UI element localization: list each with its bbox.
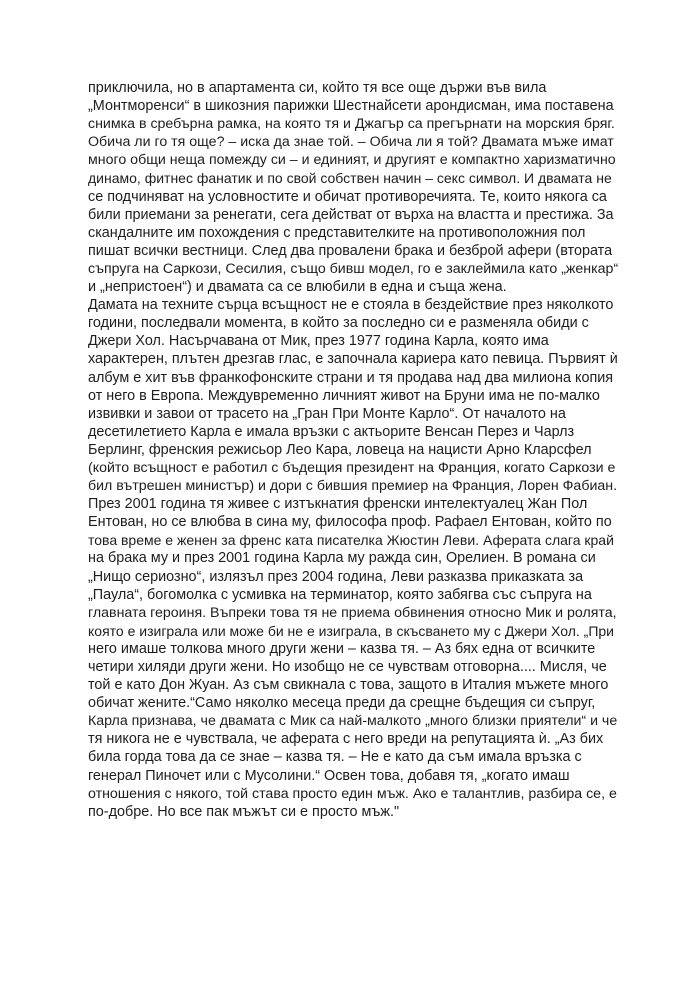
text-line: приключила, но в апартамента си, който тя все още държи във вила bbox=[88, 80, 547, 96]
text-line: „Нищо сериозно“, излязъл през 2004 година, Леви разказва приказката за bbox=[88, 568, 584, 585]
text-line: Обича ли го тя още? – иска да знае той. – Обича ли я той? Двамата мъже имат bbox=[88, 134, 614, 151]
text-line: Ентован, но се влюбва в сина му, философа проф. Рафаел Ентован, който по bbox=[88, 514, 612, 531]
text-line: характерен, плътен дрезгав глас, е започнала кариера като певица. Първият ѝ bbox=[88, 351, 618, 368]
text-line: бил вътрешен министър) и дори с бившия премиер на Франция, Лорен Фабиан. bbox=[88, 478, 618, 495]
text-line: се подчиняват на условностите и обичат противоречията. Те, които някога са bbox=[88, 188, 607, 205]
text-line: албум е хит във франкофонските страни и тя продава над два милиона копия bbox=[88, 369, 614, 386]
text-line: (който всъщност е работил с бъдещия президент на Франция, когато Саркози е bbox=[88, 459, 616, 476]
text-line: извивки и завои от трасето на „Гран При Монте Карло“. От началото на bbox=[88, 405, 566, 422]
text-line: и „непристоен“) и двамата са се влюбили в една и съща жена. bbox=[88, 279, 507, 296]
text-line: години, последвали момента, в който за последно си е разменяла обиди с bbox=[88, 315, 589, 332]
text-line: тя никога не е чувствала, че аферата с него вреди на репутацията ѝ. „Аз бих bbox=[88, 731, 604, 748]
text-line: динамо, фитнес фанатик и по свой собствен начин – секс символ. И двамата не bbox=[88, 170, 612, 187]
text-line: „Монтморенси“ в шикозния парижки Шестнайсети арондисман, има поставена bbox=[88, 98, 614, 115]
text-line: четири хиляди други жени. Но изобщо не се чувствам отговорна.... Мисля, че bbox=[88, 659, 607, 675]
text-line: главната героиня. Въпреки това тя не приема обвинения относно Мик и ролята, bbox=[88, 604, 617, 621]
text-line: Карла признава, че двамата с Мик са най-малкото „много близки приятели“ и че bbox=[88, 713, 618, 730]
text-line: Берлинг, френския режисьор Лео Кара, ловеца на нацисти Арно Кларсфел bbox=[88, 441, 592, 458]
text-line: Джери Хол. Насърчавана от Мик, през 1977 година Карла, която има bbox=[88, 333, 549, 350]
text-line: съпруга на Саркози, Сесилия, също бивш модел, го е заклеймила като „женкар“ bbox=[88, 260, 619, 277]
text-line: десетилетието Карла е имала връзки с актьорите Венсан Перез и Чарлз bbox=[88, 423, 575, 440]
text-line: много общи неща помежду си – и единият, и другият е компактно харизматично bbox=[88, 152, 616, 169]
text-line: той е като Дон Жуан. Аз съм свикнала с това, защото в Италия мъжете много bbox=[88, 677, 609, 694]
text-line: През 2001 година тя живее с изтъкнатия френски интелектуалец Жан Пол bbox=[88, 496, 588, 513]
text-line: от него в Европа. Междувременно личният живот на Бруни има не по-малко bbox=[88, 387, 600, 404]
text-line: била горда това да се знае – казва тя. – Не е като да съм имала връзка с bbox=[88, 749, 582, 766]
text-line: която е изиграла или може би не е изиграла, в скъсването му с Джери Хол. „При bbox=[88, 622, 614, 639]
text-line: по-добре. Но все пак мъжът си е просто мъж." bbox=[88, 803, 400, 820]
text-line: пишат всички вестници. След два провалени брака и безброй афери (втората bbox=[88, 242, 613, 259]
text-line: отношения с някого, той става просто един мъж. Ако е талантлив, разбира се, е bbox=[88, 785, 617, 802]
text-line: Дамата на техните сърца всъщност не е стояла в бездействие през няколкото bbox=[88, 297, 614, 314]
body-text bbox=[88, 79, 618, 821]
text-line: него имаше толкова много други жени – казва тя. – Аз бях една от всичките bbox=[88, 640, 596, 657]
text-line: били приемани за ренегати, сега действат от върха на властта и престижа. За bbox=[88, 206, 614, 223]
text-line: генерал Пиночет или с Мусолини.“ Освен това, добавя тя, „когато имаш bbox=[88, 767, 570, 784]
text-line: „Паула“, богомолка с усмивка на терминатор, която забягва със съпруга на bbox=[88, 586, 592, 603]
text-line: това време е женен за френс ката писателка Жюстин Леви. Аферата слага край bbox=[88, 532, 614, 549]
text-line: на брака му и през 2001 година Карла му ражда син, Орелиен. В романа си bbox=[88, 550, 596, 567]
text-line: скандалните им похождения с представителките на противоположния пол bbox=[88, 224, 586, 241]
text-line: обичат жените.“Само няколко месеца преди да срещне бъдещия си съпруг, bbox=[88, 695, 596, 712]
text-line: снимка в сребърна рамка, на която тя и Джагър са прегърнати на морския бряг. bbox=[88, 116, 615, 133]
